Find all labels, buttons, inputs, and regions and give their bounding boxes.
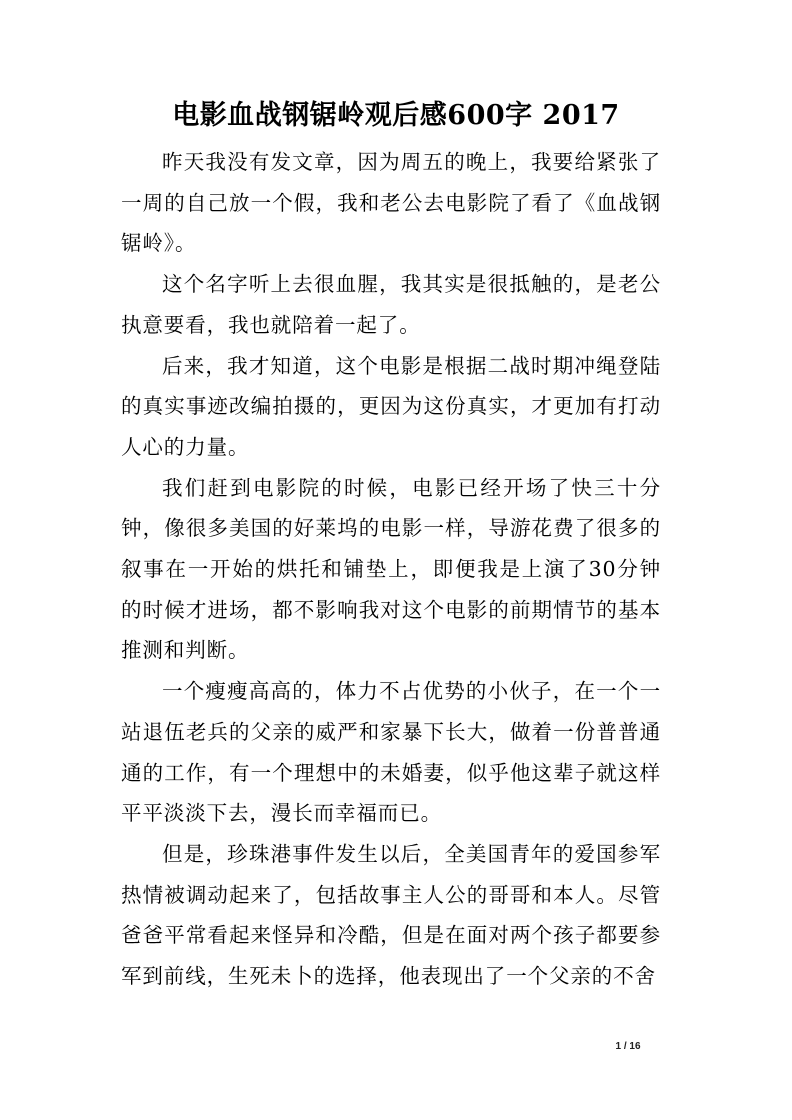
paragraph: 昨天我没有发文章，因为周五的晚上，我要给紧张了一周的自己放一个假，我和老公去电影院了看了《血战钢锯岭》。 [121,150,661,256]
paragraph: 一个瘦瘦高高的，体力不占优势的小伙子，在一个一站退伍老兵的父亲的威严和家暴下长大，做着一份普普通通的工作，有一个理想中的未婚妻，似乎他这辈子就这样平平淡淡下去，漫长而幸福而已。 [121,679,661,826]
paragraph: 我们赶到电影院的时候，电影已经开场了快三十分钟，像很多美国的好莱坞的电影一样，导游花费了很多的叙事在一开始的烘托和铺垫上，即便我是上演了30分钟的时候才进场，都不影响我对这个电影的前期情节的基本推测和判断。 [121,475,661,663]
paragraph: 但是，珍珠港事件发生以后，全美国青年的爱国参军热情被调动起来了，包括故事主人公的哥哥和本人。尽管爸爸平常看起来怪异和冷酷，但是在面对两个孩子都要参军到前线，生死未卜的选择，他表现出了一个父亲的不舍 [121,841,661,989]
page-number: 1 / 16 [615,1041,641,1052]
paragraph: 这个名字听上去很血腥，我其实是很抵触的，是老公执意要看，我也就陪着一起了。 [121,272,661,337]
paragraph: 后来，我才知道，这个电影是根据二战时期冲绳登陆的真实事迹改编拍摄的，更因为这份真实，才更加有打动人心的力量。 [121,353,661,459]
document-title: 电影血战钢锯岭观后感600字 2017 [172,100,620,131]
document-body [121,142,661,997]
